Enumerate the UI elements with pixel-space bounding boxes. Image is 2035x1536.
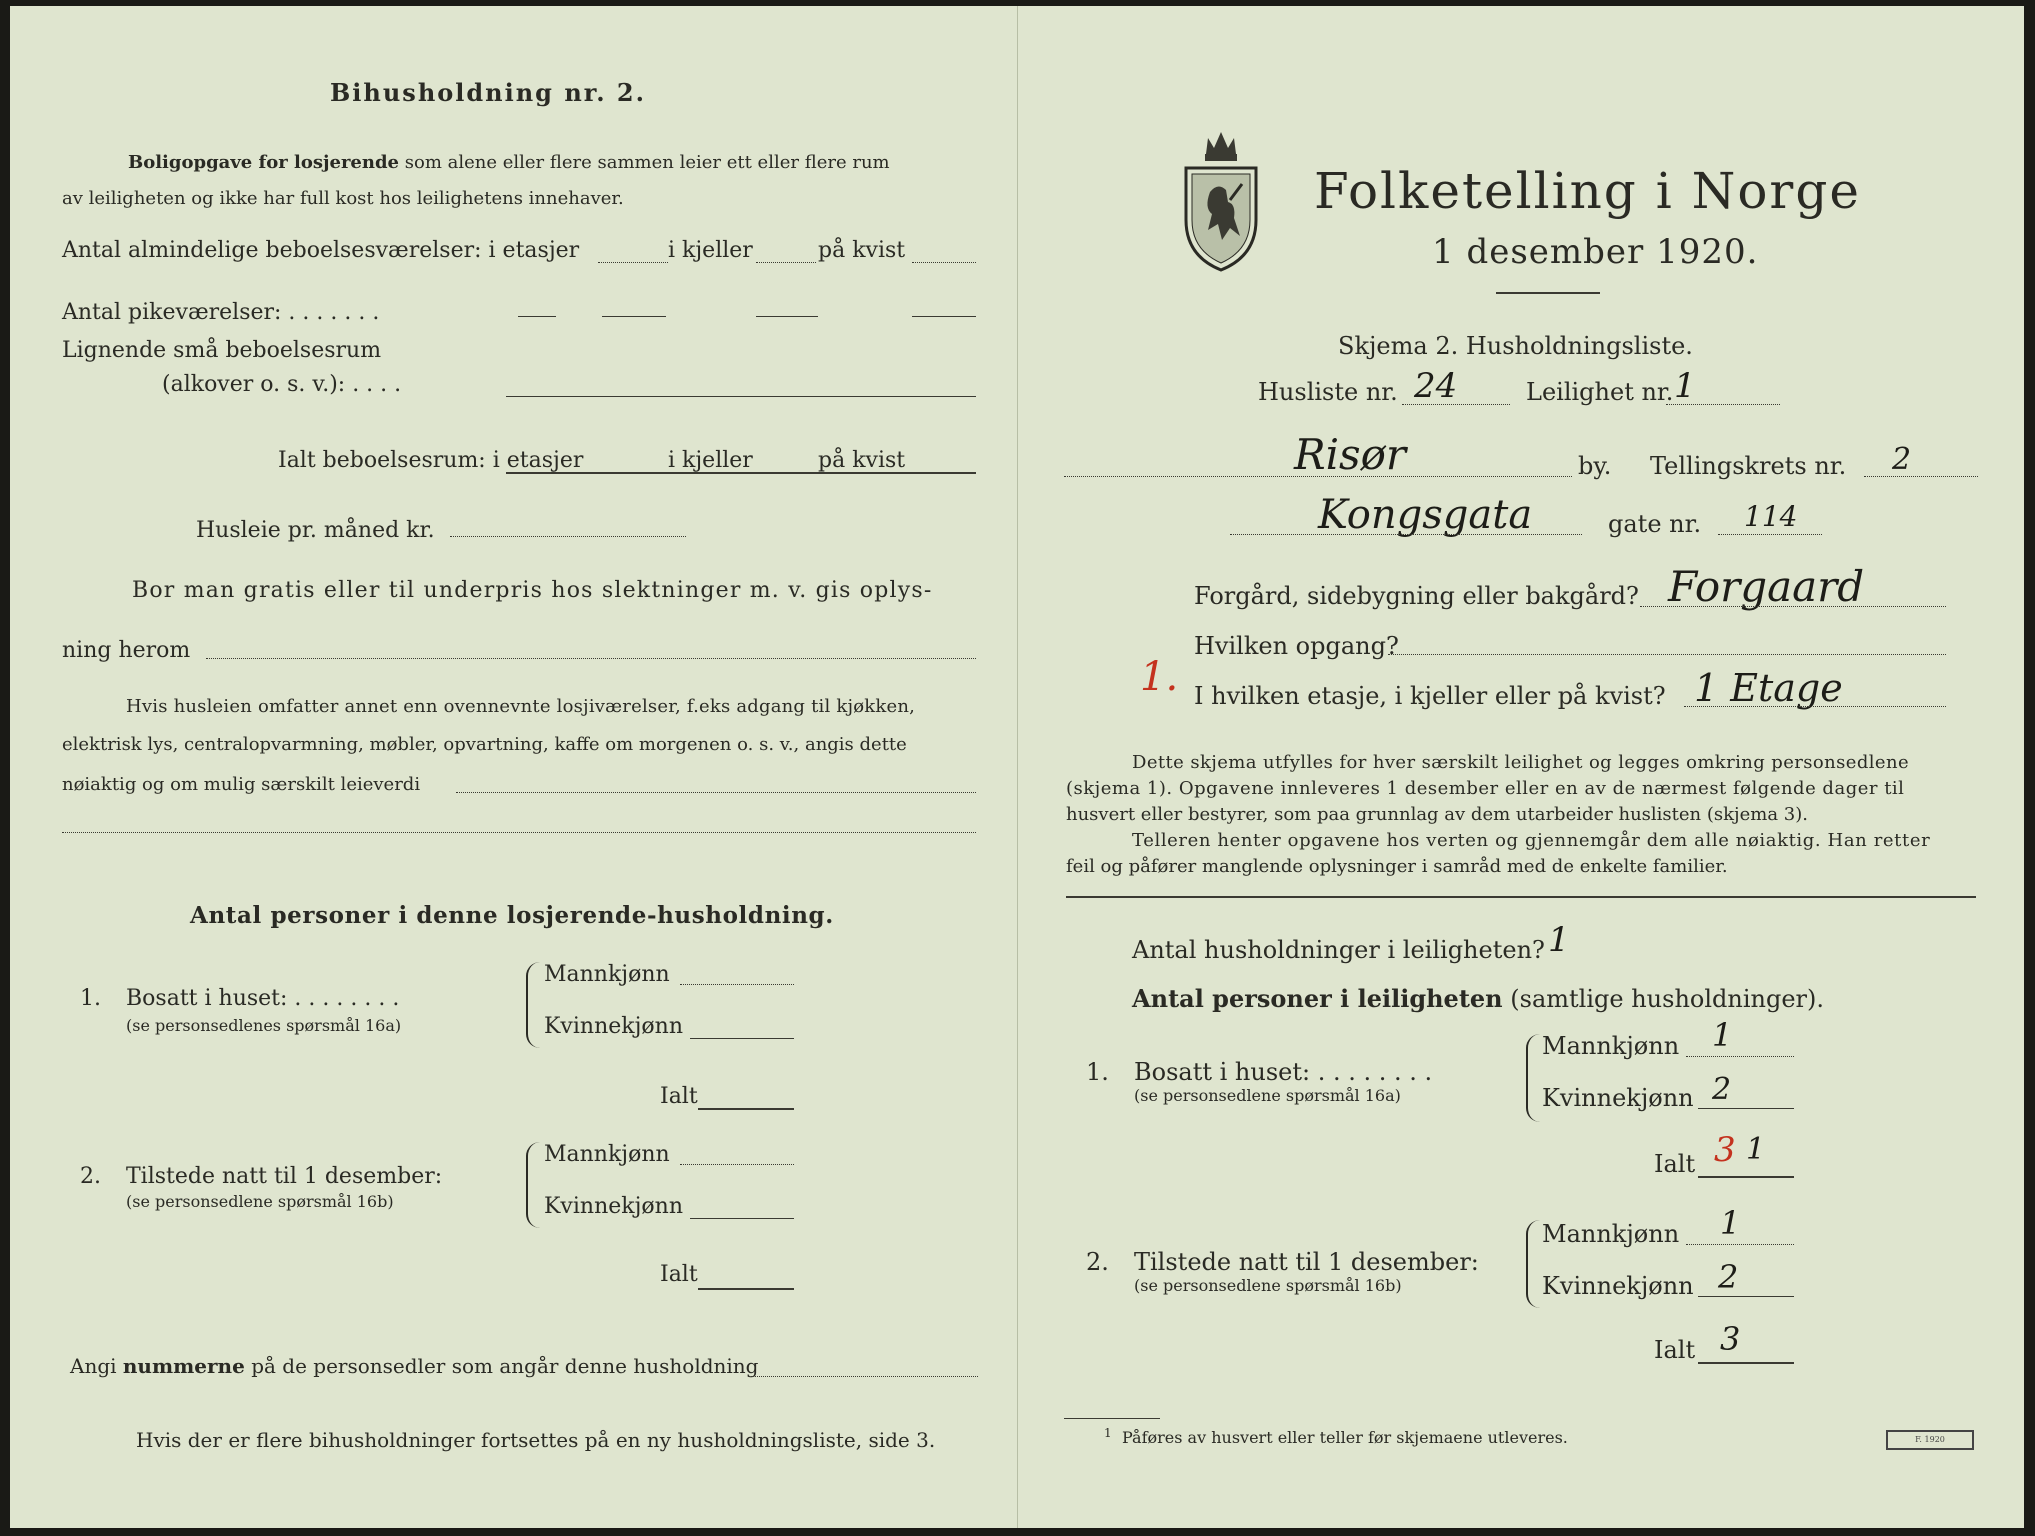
instructions-5: feil og påfører manglende oplysninger i samråd med de enkelte familier. (1066, 856, 1728, 877)
r-q1-label: Bosatt i huset: . . . . . . . . (1134, 1058, 1433, 1086)
q2-male-label: Mannkjønn (544, 1142, 670, 1167)
street-number-line[interactable] (1718, 534, 1822, 535)
free-rent-2: ning herom (62, 638, 191, 663)
r-q1-total-correction: 1 (1746, 1132, 1766, 1167)
q2-brace (526, 1142, 542, 1228)
floor-value: 1 Etage (1694, 666, 1843, 710)
maid-line-a[interactable] (518, 316, 556, 317)
apartment-value: 1 (1674, 366, 1696, 406)
footnote-rule (1064, 1418, 1160, 1419)
house-list-label: Husliste nr. (1258, 378, 1398, 406)
q1-num: 1. (80, 986, 101, 1011)
r-q2-label: Tilstede natt til 1 desember: (1134, 1248, 1479, 1276)
r-q2-brace (1526, 1220, 1542, 1308)
town-value: Risør (1294, 430, 1406, 479)
town-line[interactable] (1064, 476, 1572, 477)
maid-line-c[interactable] (756, 316, 818, 317)
instructions-1: Dette skjema utfylles for hver særskilt leilighet og legges omkring personsedlene (1132, 752, 1910, 773)
census-form-sheet (10, 6, 2024, 1528)
district-label: Tellingskrets nr. (1650, 452, 1847, 480)
maid-line-b[interactable] (602, 316, 666, 317)
q2-male-line[interactable] (680, 1164, 794, 1165)
q1-male-label: Mannkjønn (544, 962, 670, 987)
schema-label: Skjema 2. Husholdningsliste. (1338, 332, 1693, 360)
r-q2-male-line[interactable] (1686, 1244, 1794, 1245)
rent-line[interactable] (450, 536, 686, 537)
footnote-text: Påføres av husvert eller teller før skjemaene utleveres. (1122, 1428, 1568, 1447)
census-date: 1 desember 1920. (1432, 232, 1759, 272)
q1-female-line[interactable] (690, 1038, 794, 1039)
similar-rooms-1: Lignende små beboelsesrum (62, 338, 382, 363)
r-q1-female-line[interactable] (1698, 1108, 1794, 1109)
right-page (1018, 6, 2024, 1528)
intro-line-1 (128, 152, 890, 173)
q1-label: Bosatt i huset: . . . . . . . . (126, 986, 400, 1011)
left-heading: Bihusholdning nr. 2. (330, 78, 646, 107)
street-line[interactable] (1230, 534, 1582, 535)
q1-brace (526, 962, 542, 1048)
street-label: gate nr. (1608, 510, 1702, 538)
q2-total-line[interactable] (698, 1288, 794, 1290)
households-value: 1 (1548, 920, 1570, 960)
r-q1-num: 1. (1086, 1058, 1109, 1086)
r-q1-male-line[interactable] (1686, 1056, 1794, 1057)
q2-sub: (se personsedlene spørsmål 16b) (126, 1192, 394, 1211)
entrance-line[interactable] (1388, 654, 1946, 655)
r-q2-total-value: 3 (1720, 1320, 1741, 1358)
r-q2-male-label: Mannkjønn (1542, 1220, 1680, 1248)
census-title: Folketelling i Norge (1314, 162, 1861, 220)
extras-1: Hvis husleien omfatter annet enn ovennevnte losjiværelser, f.eks adgang til kjøkken, (126, 696, 916, 717)
extras-line-2[interactable] (62, 832, 976, 833)
street-value: Kongsgata (1318, 492, 1533, 538)
r-q1-brace (1526, 1034, 1542, 1122)
numbers-2: på de personsedler som angår denne husholdning (251, 1354, 759, 1378)
floor-line[interactable] (1684, 706, 1946, 707)
total-attic-label: på kvist (818, 448, 906, 473)
intro-rest: som alene eller flere sammen leier ett eller flere rum (404, 152, 890, 173)
instructions-3: husvert eller bestyrer, som paa grunnlag av dem utarbeider huslisten (skjema 3). (1066, 804, 1808, 825)
yard-line[interactable] (1640, 606, 1946, 607)
q1-sub: (se personsedlenes spørsmål 16a) (126, 1016, 402, 1035)
r-q2-total-label: Ialt (1654, 1336, 1696, 1364)
q1-total-line[interactable] (698, 1108, 794, 1110)
q2-num: 2. (80, 1164, 101, 1189)
rent-label: Husleie pr. måned kr. (196, 518, 435, 543)
r-q2-num: 2. (1086, 1248, 1109, 1276)
footnote-mark: 1 (1104, 1426, 1112, 1440)
total-rooms-label: Ialt beboelsesrum: i etasjer (278, 448, 584, 473)
town-suffix: by. (1578, 452, 1612, 480)
extras-2: elektrisk lys, centralopvarmning, møbler, opvartning, kaffe om morgenen o. s. v., angis dette (62, 734, 907, 755)
house-list-line[interactable] (1402, 404, 1510, 405)
r-q2-total-line[interactable] (1698, 1362, 1794, 1364)
similar-rooms-2: (alkover o. s. v.): . . . . (162, 372, 402, 397)
r-q2-female-value: 2 (1718, 1258, 1739, 1296)
q1-male-line[interactable] (680, 984, 794, 985)
rooms-cellar-label: i kjeller (668, 238, 753, 263)
r-q2-male-value: 1 (1720, 1204, 1741, 1242)
q2-total-label: Ialt (660, 1262, 698, 1287)
rooms-cellar-line[interactable] (756, 262, 816, 263)
intro-line-2: av leiligheten og ikke har full kost hos leilighetens innehaver. (62, 188, 624, 209)
extras-line-1[interactable] (456, 792, 976, 793)
persons-heading-bold: Antal personer i leiligheten (1132, 984, 1503, 1013)
rooms-label: Antal almindelige beboelsesværelser: i etasjer (62, 238, 580, 263)
r-q1-total-value: 3 (1714, 1130, 1736, 1170)
similar-rooms-line[interactable] (506, 396, 976, 397)
coat-of-arms-icon (1178, 124, 1264, 274)
numbers-1: Angi (70, 1354, 117, 1378)
district-line[interactable] (1864, 476, 1978, 477)
r-q1-total-line[interactable] (1698, 1176, 1794, 1178)
free-rent-1: Bor man gratis eller til underpris hos slektninger m. v. gis oplys- (132, 578, 933, 603)
floor-label: I hvilken etasje, i kjeller eller på kvist? (1194, 682, 1666, 710)
numbers-line (70, 1354, 758, 1378)
r-q1-sub: (se personsedlene spørsmål 16a) (1134, 1086, 1401, 1105)
r-q2-female-label: Kvinnekjønn (1542, 1272, 1694, 1300)
q2-label: Tilstede natt til 1 desember: (126, 1164, 443, 1189)
instructions-4: Telleren henter opgavene hos verten og gjennemgår dem alle nøiaktig. Han retter (1132, 830, 1931, 851)
house-list-value: 24 (1414, 366, 1458, 406)
q2-female-line[interactable] (690, 1218, 794, 1219)
maid-line-d[interactable] (912, 316, 976, 317)
q1-total-label: Ialt (660, 1084, 698, 1109)
left-page (10, 6, 1018, 1528)
numbers-fill-line[interactable] (748, 1376, 978, 1377)
street-number: 114 (1744, 500, 1798, 533)
printer-stamp: F. 1920 (1886, 1430, 1974, 1450)
apartment-label: Leilighet nr. (1526, 378, 1674, 406)
rooms-floors-line[interactable] (598, 262, 668, 263)
red-margin-mark: 1. (1140, 654, 1179, 700)
continue-note: Hvis der er flere bihusholdninger fortsettes på en ny husholdningsliste, side 3. (136, 1428, 936, 1452)
persons-heading: Antal personer i denne losjerende-husholdning. (190, 902, 834, 929)
q1-female-label: Kvinnekjønn (544, 1014, 683, 1039)
yard-value: Forgaard (1668, 562, 1865, 611)
rooms-attic-line[interactable] (912, 262, 976, 263)
intro-bold: Boligopgave for losjerende (128, 152, 400, 173)
yard-label: Forgård, sidebygning eller bakgård? (1194, 582, 1639, 610)
r-q1-female-value: 2 (1712, 1072, 1732, 1107)
persons-heading-line (1132, 984, 1824, 1013)
numbers-bold: nummerne (122, 1354, 245, 1378)
r-q2-female-line[interactable] (1698, 1296, 1794, 1297)
r-q1-total-label: Ialt (1654, 1150, 1696, 1178)
district-value: 2 (1892, 442, 1912, 477)
persons-heading-rest: (samtlige husholdninger). (1510, 985, 1825, 1013)
total-rooms-line[interactable] (506, 472, 976, 474)
maid-rooms-label: Antal pikeværelser: . . . . . . . (62, 300, 380, 325)
extras-3: nøiaktig og om mulig særskilt leieverdi (62, 774, 421, 795)
total-cellar-label: i kjeller (668, 448, 753, 473)
rooms-attic-label: på kvist (818, 238, 906, 263)
households-label: Antal husholdninger i leiligheten? (1132, 936, 1545, 964)
apartment-line[interactable] (1666, 404, 1780, 405)
r-q1-male-value: 1 (1712, 1016, 1733, 1054)
entrance-label: Hvilken opgang? (1194, 632, 1399, 660)
r-q2-sub: (se personsedlene spørsmål 16b) (1134, 1276, 1402, 1295)
title-rule (1496, 292, 1600, 294)
instructions-rule (1066, 896, 1976, 898)
free-rent-line[interactable] (206, 658, 976, 659)
r-q1-male-label: Mannkjønn (1542, 1032, 1680, 1060)
r-q1-female-label: Kvinnekjønn (1542, 1084, 1694, 1112)
instructions-2: (skjema 1). Opgavene innleveres 1 desember eller en av de nærmest følgende dager til (1066, 778, 1905, 799)
q2-female-label: Kvinnekjønn (544, 1194, 683, 1219)
